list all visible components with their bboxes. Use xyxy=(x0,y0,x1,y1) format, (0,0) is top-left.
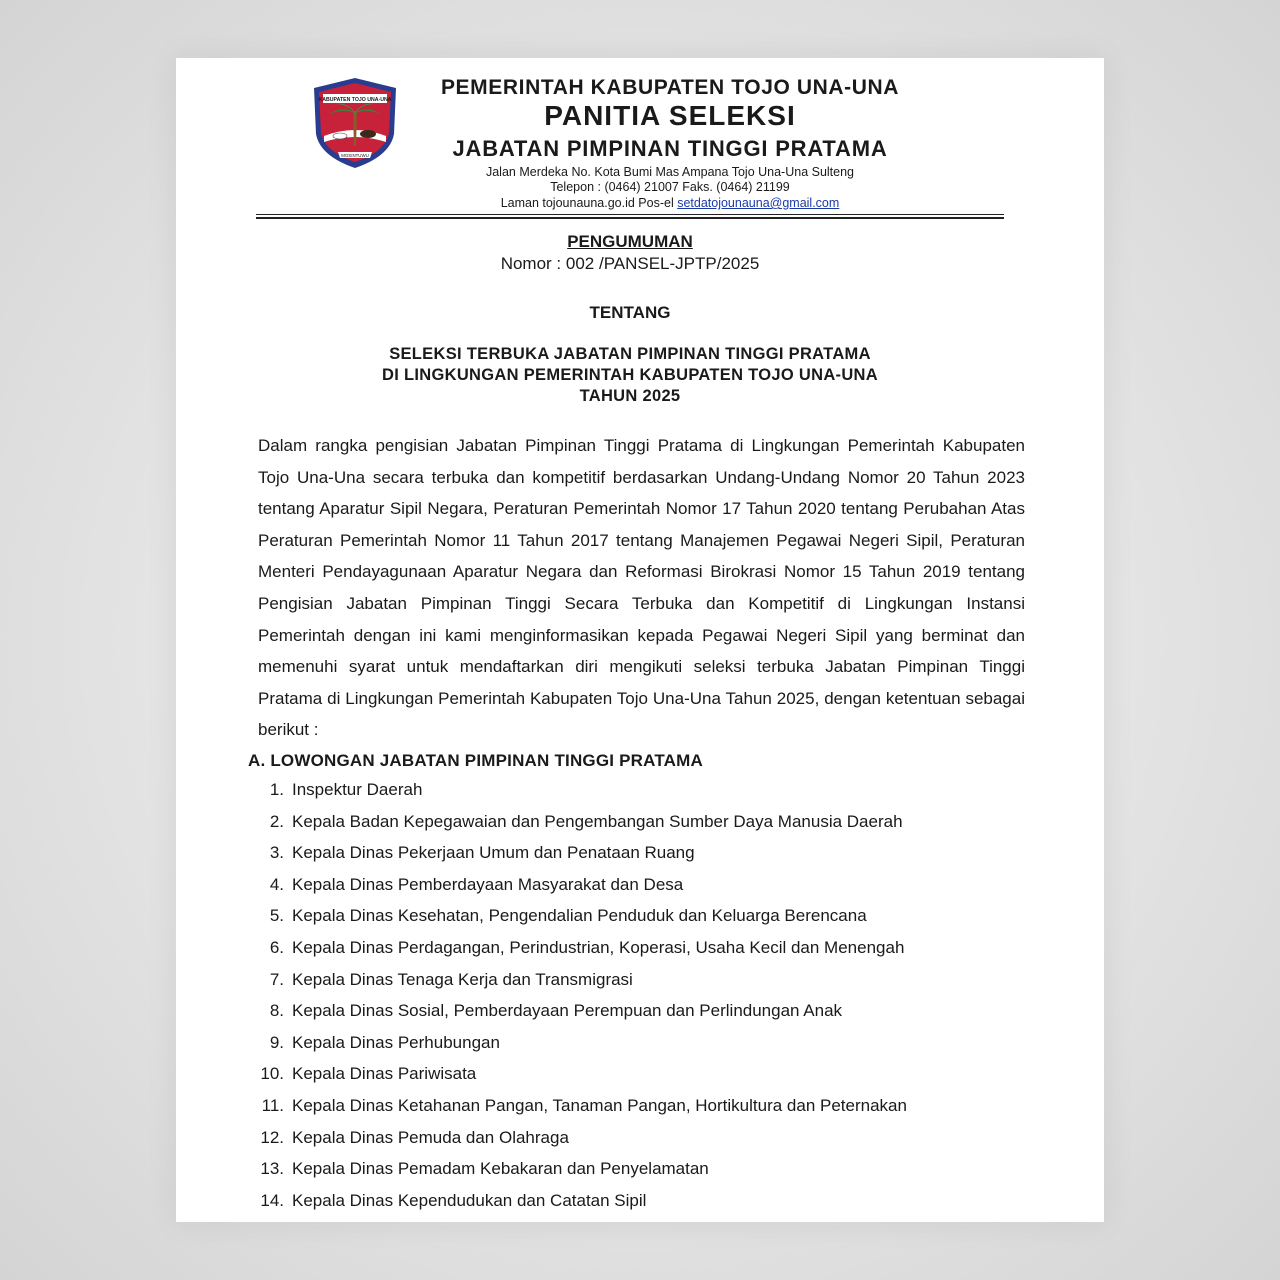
regency-emblem-icon xyxy=(310,76,400,170)
list-item xyxy=(254,1063,1074,1095)
list-item xyxy=(254,1127,1074,1159)
list-item xyxy=(254,905,1074,937)
list-item-number: 11. xyxy=(261,1095,284,1115)
list-item-text: Kepala Dinas Kependudukan dan Catatan Sipil xyxy=(292,1190,647,1210)
list-item-number: 6. xyxy=(269,937,284,957)
vacancy-list xyxy=(254,779,1074,1221)
subject-line-2: DI LINGKUNGAN PEMERINTAH KABUPATEN TOJO UNA-UNA xyxy=(382,366,878,384)
list-item xyxy=(254,1158,1074,1190)
list-item-text: Inspektur Daerah xyxy=(292,780,423,799)
letterhead-phone: Telepon : (0464) 21007 Faks. (0464) 21199 xyxy=(550,180,790,194)
list-item-number: 13. xyxy=(260,1159,284,1179)
subject-line-1: SELEKSI TERBUKA JABATAN PIMPINAN TINGGI PRATAMA xyxy=(389,345,871,363)
list-item-number: 8. xyxy=(269,1001,284,1021)
list-item-text: Kepala Dinas Tenaga Kerja dan Transmigrasi xyxy=(292,969,633,989)
list-item-text: Kepala Dinas Pariwisata xyxy=(292,1064,477,1084)
list-item-text: Kepala Dinas Ketahanan Pangan, Tanaman Pangan, Hortikultura dan Peternakan xyxy=(292,1095,907,1115)
intro-paragraph: Dalam rangka pengisian Jabatan Pimpinan Tinggi Pratama di Lingkungan Pemerintah Kabupaten Tojo Una-Una secara terbuka dan kompetitif berdasarkan Undang-Undang Nomor 20 Tahun 2023 tentang Aparatur Sipil Negara, Peraturan Pemerintah Nomor 17 Tahun 2020 tentang Perubahan Atas Peraturan Pemerintah Nomor 11 Tahun 2017 tentang Manajemen Pegawai Negeri Sipil, Peraturan Menteri Pendayagunaan Aparatur Negara dan Reformasi Birokrasi Nomor 15 Tahun 2019 tentang Pengisian Jabatan Pimpinan Tinggi Secara Terbuka dan Kompetitif di Lingkungan Instansi Pemerintah dengan ini kami menginformasikan kepada Pegawai Negeri Sipil yang berminat dan memenuhi syarat untuk mendaftarkan diri mengikuti seleksi terbuka Jabatan Pimpinan Tinggi Pratama di Lingkungan Pemerintah Kabupaten Tojo Una-Una Tahun 2025, dengan ketentuan sebagai berikut : xyxy=(258,436,1025,740)
list-item-text: Kepala Dinas Pekerjaan Umum dan Penataan Ruang xyxy=(292,843,695,863)
list-item-text: Kepala Dinas Perdagangan, Perindustrian, Koperasi, Usaha Kecil dan Menengah xyxy=(292,937,905,957)
list-item-number: 10. xyxy=(260,1064,284,1084)
letterhead-divider-thick xyxy=(256,217,1004,219)
list-item-number: 3. xyxy=(269,843,284,863)
letterhead-address: Jalan Merdeka No. Kota Bumi Mas Ampana Tojo Una-Una Sulteng xyxy=(485,165,855,179)
list-item-number: 9. xyxy=(269,1032,284,1052)
list-item-number: 12. xyxy=(260,1127,284,1147)
emblem-banner-text: KABUPATEN TOJO UNA-UNA xyxy=(318,97,392,103)
list-item xyxy=(254,1000,1074,1032)
letterhead-government: PEMERINTAH KABUPATEN TOJO UNA-UNA xyxy=(440,76,900,99)
list-item xyxy=(254,842,1074,874)
list-item xyxy=(254,1095,1074,1127)
list-item-text: Kepala Badan Kepegawaian dan Pengembangan Sumber Daya Manusia Daerah xyxy=(292,811,903,831)
list-item xyxy=(254,811,1074,843)
section-a-title: A. LOWONGAN JABATAN PIMPINAN TINGGI PRATAMA xyxy=(248,751,703,770)
email-link[interactable]: setdatojounauna@gmail.com xyxy=(677,196,840,210)
subject-line-3: TAHUN 2025 xyxy=(579,387,681,405)
list-item xyxy=(254,874,1074,906)
letterhead-position: JABATAN PIMPINAN TINGGI PRATAMA xyxy=(452,136,888,161)
list-item-number: 2. xyxy=(269,811,284,831)
list-item-number: 1. xyxy=(269,780,284,799)
list-item xyxy=(254,1032,1074,1064)
document-page xyxy=(176,58,1104,1222)
announcement-number: Nomor : 002 /PANSEL-JPTP/2025 xyxy=(500,254,760,273)
letterhead-divider-thin xyxy=(256,214,1004,215)
list-item-text: Kepala Dinas Sosial, Pemberdayaan Perempuan dan Perlindungan Anak xyxy=(292,1001,843,1021)
list-item-text: Kepala Dinas Pemuda dan Olahraga xyxy=(292,1127,569,1147)
announcement-about: TENTANG xyxy=(589,303,671,322)
list-item xyxy=(254,1190,1074,1222)
emblem-motto-text: MOSINTUWU xyxy=(341,153,369,158)
list-item-text: Kepala Dinas Pemadam Kebakaran dan Penyelamatan xyxy=(292,1159,709,1179)
list-item xyxy=(254,937,1074,969)
list-item-text: Kepala Dinas Pemberdayaan Masyarakat dan Desa xyxy=(292,874,684,894)
list-item-number: 4. xyxy=(269,874,284,894)
list-item xyxy=(254,779,1074,811)
letterhead-committee: PANITIA SELEKSI xyxy=(544,100,796,131)
list-item-number: 7. xyxy=(269,969,284,989)
letterhead-web-prefix: Laman tojounauna.go.id Pos-el xyxy=(500,196,678,210)
list-item xyxy=(254,969,1074,1001)
list-item-number: 14. xyxy=(260,1190,284,1210)
letterhead-web xyxy=(410,196,930,210)
list-item-number: 5. xyxy=(269,906,284,926)
list-item-text: Kepala Dinas Kesehatan, Pengendalian Penduduk dan Keluarga Berencana xyxy=(292,906,867,926)
announcement-heading: PENGUMUMAN xyxy=(567,232,693,251)
list-item-text: Kepala Dinas Perhubungan xyxy=(292,1032,500,1052)
